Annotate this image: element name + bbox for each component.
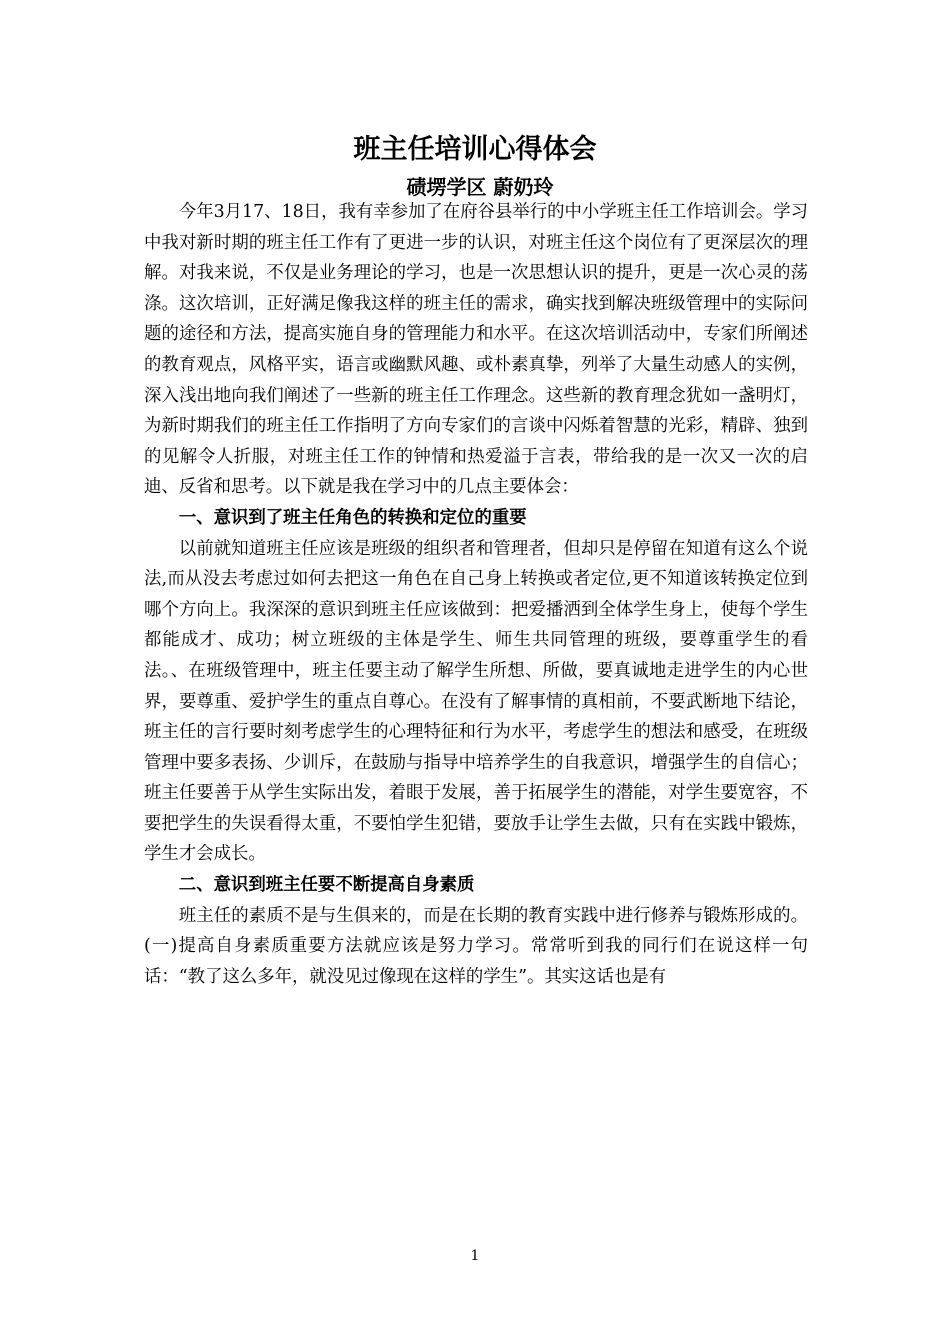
page-number: 1: [470, 1248, 480, 1264]
document-body: [144, 197, 808, 992]
paragraph-section-1: 以前就知道班主任应该是班级的组织者和管理者，但却只是停留在知道有这么个说法,而从没去考虑过如何去把这一角色在自己身上转换或者定位,更不知道该转换定位到哪个方向上。我深深的意识到班主任应该做到：把爱播洒到全体学生身上，使每个学生都能成才、成功；树立班级的主体是学生、师生共同管理的班级，要尊重学生的看法。、在班级管理中，班主任要主动了解学生所想、所做，要真诚地走进学生的内心世界，要尊重、爱护学生的重点自尊心。在没有了解事情的真相前，不要武断地下结论，班主任的言行要时刻考虑学生的心理特征和行为水平，考虑学生的想法和感受，在班级管理中要多表扬、少训斥，在鼓励与指导中培养学生的自我意识，增强学生的自信心；班主任要善于从学生实际出发，着眼于发展，善于拓展学生的潜能，对学生要宽容，不要把学生的失误看得太重，不要怕学生犯错，要放手让学生去做，只有在实践中锻炼，学生才会成长。: [144, 538, 808, 865]
document-author: 碛塄学区 蔚奶玲: [406, 175, 554, 199]
paragraph-section-2: 班主任的素质不是与生俱来的，而是在长期的教育实践中进行修养与锻炼形成的。(一)提高自身素质重要方法就应该是努力学习。常常听到我的同行们在说这样一句话：“教了这么多年，就没见过像现在这样的学生”。其实这话也是有: [144, 905, 808, 987]
section-heading-1: 一、意识到了班主任角色的转换和定位的重要: [178, 507, 527, 528]
section-heading-2: 二、意识到班主任要不断提高自身素质: [178, 875, 475, 896]
document-title: 班主任培训心得体会: [353, 134, 597, 165]
paragraph-intro: 今年3月17、18日，我有幸参加了在府谷县举行的中小学班主任工作培训会。学习中我对新时期的班主任工作有了更进一步的认识，对班主任这个岗位有了更深层次的理解。对我来说，不仅是业务理论的学习，也是一次思想认识的提升，更是一次心灵的荡涤。这次培训，正好满足像我这样的班主任的需求，确实找到解决班级管理中的实际问题的途径和方法，提高实施自身的管理能力和水平。在这次培训活动中，专家们所阐述的教育观点，风格平实，语言或幽默风趣、或朴素真挚，列举了大量生动感人的实例，深入浅出地向我们阐述了一些新的班主任工作理念。这些新的教育理念犹如一盏明灯，为新时期我们的班主任工作指明了方向专家们的言谈中闪烁着智慧的光彩，精辟、独到的见解令人折服，对班主任工作的钟情和热爱溢于言表，带给我的是一次又一次的启迪、反省和思考。以下就是我在学习中的几点主要体会：: [144, 202, 809, 498]
